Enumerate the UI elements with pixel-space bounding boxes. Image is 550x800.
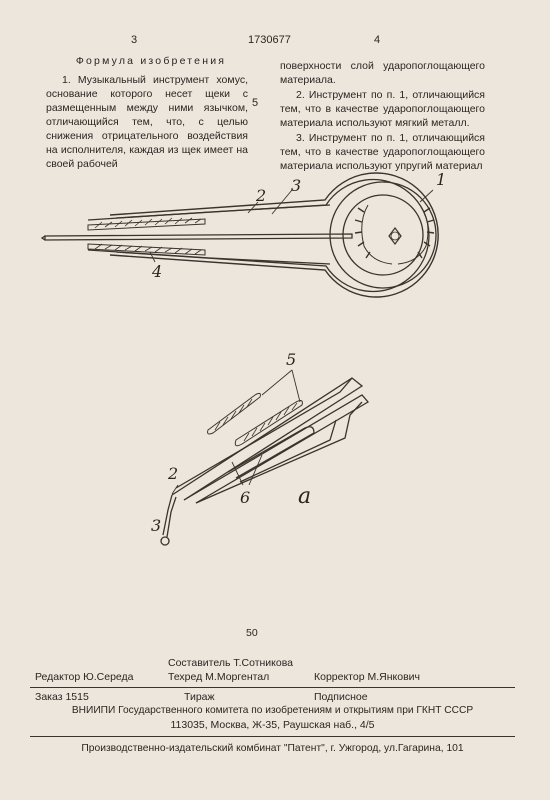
page-mark: 50 — [246, 627, 258, 639]
label-1: 1 — [436, 170, 447, 189]
subscription: Подписное — [314, 691, 368, 703]
page-number-right: 4 — [374, 34, 381, 46]
label-3-fig-a: 3 — [151, 516, 162, 535]
circulation: Тираж — [184, 691, 215, 703]
claim-3: 3. Инструмент по п. 1, отличающийся тем, что в качестве ударопоглощающего материала используют упругий материал — [280, 132, 485, 172]
institute: ВНИИПИ Государственного комитета по изобретениям и открытиям при ГКНТ СССР — [71, 705, 474, 716]
publisher: Производственно-издательский комбинат "Патент", г. Ужгород, ул.Гагарина, 101 — [81, 743, 464, 754]
label-a: a — [298, 484, 312, 509]
figure-a-instrument-perspective — [161, 370, 368, 545]
composer: Составитель Т.Сотникова — [168, 657, 294, 669]
figure-1-instrument-top-view — [42, 173, 438, 297]
technical-editor: Техред М.Моргентал — [168, 671, 270, 683]
label-6: 6 — [240, 488, 251, 507]
claim-1: 1. Музыкальный инструмент хомус, основание которого несет щеки с размещенным между ними язычком, отличающийся тем, что, с целью снижения отрицательного воздействия на исполнителя, каждая из щек имеет на своей рабочей — [46, 74, 248, 170]
page-number-left: 3 — [131, 34, 138, 46]
claims-title: Формула изобретения — [75, 55, 227, 67]
cheek-upper — [88, 205, 330, 220]
divider-top — [30, 687, 515, 688]
divider-bottom — [30, 736, 515, 737]
tongue — [45, 234, 352, 240]
claim-2: 2. Инструмент по п. 1, отличающийся тем, что в качестве ударопоглощающего материала используют мягкий металл. — [280, 89, 485, 129]
upper-pad — [88, 219, 205, 230]
line-number: 5 — [252, 97, 259, 109]
label-4: 4 — [152, 262, 163, 281]
patent-number: 1730677 — [248, 34, 291, 46]
label-2-fig-a: 2 — [168, 464, 179, 483]
institute-address: 113035, Москва, Ж-35, Раушская наб., 4/5 — [170, 719, 375, 731]
order-number: Заказ 1515 — [35, 691, 89, 703]
editor: Редактор Ю.Середа — [35, 671, 134, 683]
claim-1-continuation: поверхности слой ударопоглощающего материала. — [280, 60, 485, 86]
label-5: 5 — [286, 350, 297, 369]
corrector: Корректор М.Янкович — [314, 671, 420, 683]
label-3: 3 — [291, 176, 302, 195]
label-2: 2 — [256, 186, 267, 205]
handle — [163, 495, 176, 537]
